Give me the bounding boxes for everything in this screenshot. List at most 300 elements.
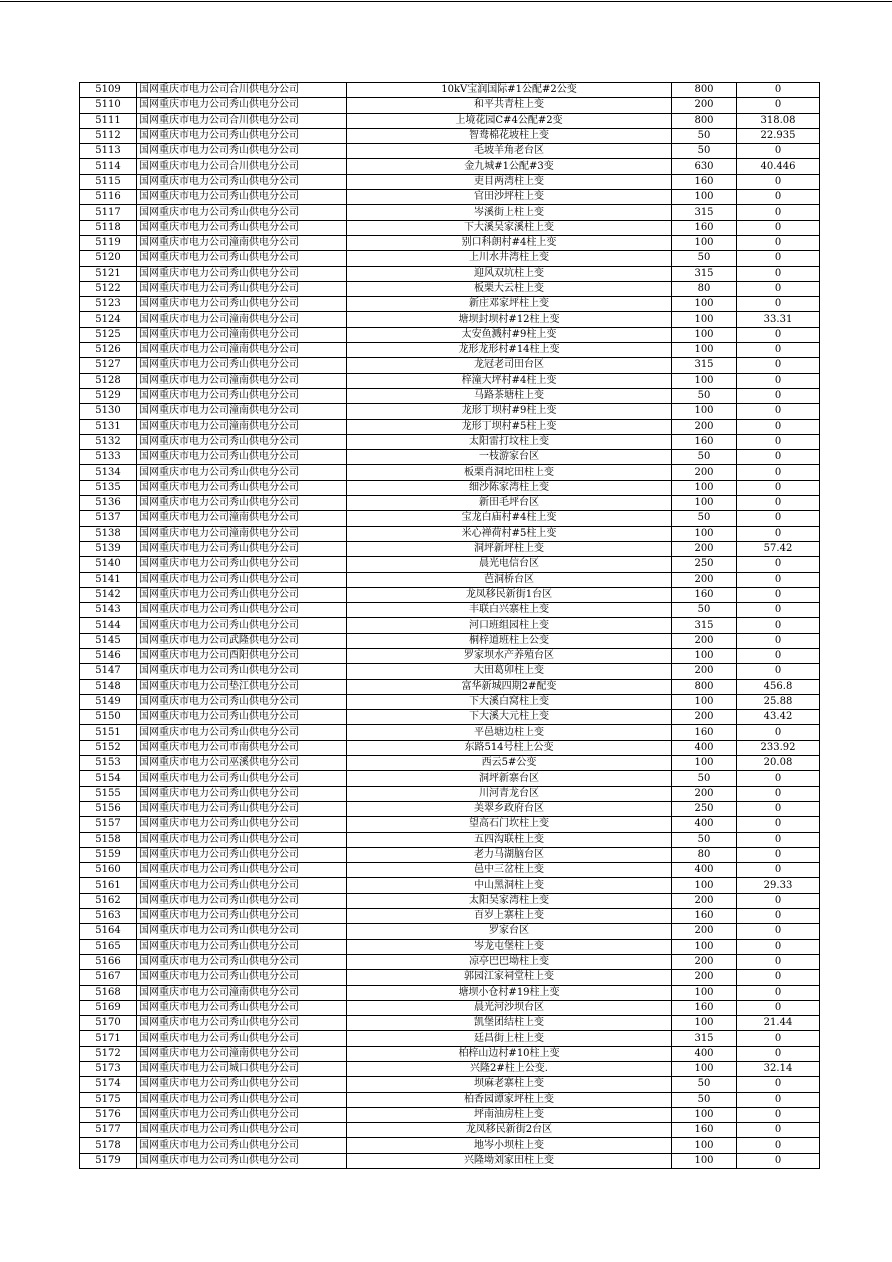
transformer-name-cell: 官田沙坪柱上变 <box>347 190 672 205</box>
row-id-cell: 5125 <box>80 327 137 342</box>
transformer-name-cell: 洞坪新坪柱上变 <box>347 541 672 556</box>
capacity-cell: 200 <box>672 786 737 801</box>
row-id-cell: 5178 <box>80 1138 137 1153</box>
company-cell: 国网重庆市电力公司秀山供电分公司 <box>137 801 347 816</box>
value-cell: 0 <box>737 465 820 480</box>
capacity-cell: 160 <box>672 434 737 449</box>
page-top-rule <box>0 1 892 2</box>
capacity-cell: 100 <box>672 312 737 327</box>
value-cell: 20.08 <box>737 756 820 771</box>
transformer-name-cell: 迎风双坑柱上变 <box>347 266 672 281</box>
capacity-cell: 800 <box>672 679 737 694</box>
capacity-cell: 315 <box>672 618 737 633</box>
table-row <box>80 740 820 755</box>
transformer-name-cell: 老力马湖脑台区 <box>347 847 672 862</box>
row-id-cell: 5115 <box>80 174 137 189</box>
table-row <box>80 1153 820 1168</box>
transformer-name-cell: 邑中三岔柱上变 <box>347 863 672 878</box>
row-id-cell: 5136 <box>80 496 137 511</box>
capacity-cell: 100 <box>672 648 737 663</box>
capacity-cell: 100 <box>672 1016 737 1031</box>
row-id-cell: 5160 <box>80 863 137 878</box>
capacity-cell: 100 <box>672 694 737 709</box>
value-cell: 0 <box>737 832 820 847</box>
value-cell: 0 <box>737 801 820 816</box>
table-row <box>80 1138 820 1153</box>
table-row <box>80 174 820 189</box>
value-cell: 0 <box>737 847 820 862</box>
row-id-cell: 5131 <box>80 419 137 434</box>
row-id-cell: 5118 <box>80 220 137 235</box>
table-row <box>80 572 820 587</box>
table-row <box>80 144 820 159</box>
table-row <box>80 954 820 969</box>
value-cell: 21.44 <box>737 1016 820 1031</box>
table-row <box>80 756 820 771</box>
value-cell: 0 <box>737 970 820 985</box>
value-cell: 22.935 <box>737 128 820 143</box>
capacity-cell: 160 <box>672 220 737 235</box>
company-cell: 国网重庆市电力公司潼南供电分公司 <box>137 1046 347 1061</box>
transformer-name-cell: 晨光河沙坝台区 <box>347 1000 672 1015</box>
row-id-cell: 5112 <box>80 128 137 143</box>
transformer-name-cell: 凉亭巴巴坳柱上变 <box>347 954 672 969</box>
row-id-cell: 5153 <box>80 756 137 771</box>
transformer-name-cell: 龙冠老司田台区 <box>347 358 672 373</box>
capacity-cell: 400 <box>672 863 737 878</box>
transformer-name-cell: 西云5#公变 <box>347 756 672 771</box>
value-cell: 0 <box>737 1031 820 1046</box>
company-cell: 国网重庆市电力公司城口供电分公司 <box>137 1062 347 1077</box>
company-cell: 国网重庆市电力公司秀山供电分公司 <box>137 128 347 143</box>
transformer-name-cell: 洞坪新寨台区 <box>347 771 672 786</box>
capacity-cell: 100 <box>672 297 737 312</box>
transformer-name-cell: 板栗大云柱上变 <box>347 281 672 296</box>
row-id-cell: 5162 <box>80 893 137 908</box>
table-row <box>80 786 820 801</box>
transformer-name-cell: 上境花园C#4公配#2变 <box>347 113 672 128</box>
table-row <box>80 434 820 449</box>
company-cell: 国网重庆市电力公司秀山供电分公司 <box>137 603 347 618</box>
capacity-cell: 100 <box>672 985 737 1000</box>
company-cell: 国网重庆市电力公司潼南供电分公司 <box>137 511 347 526</box>
table-row <box>80 480 820 495</box>
transformer-name-cell: 罗家坝水产养殖台区 <box>347 648 672 663</box>
row-id-cell: 5129 <box>80 388 137 403</box>
value-cell: 0 <box>737 664 820 679</box>
company-cell: 国网重庆市电力公司秀山供电分公司 <box>137 1138 347 1153</box>
company-cell: 国网重庆市电力公司秀山供电分公司 <box>137 939 347 954</box>
row-id-cell: 5137 <box>80 511 137 526</box>
table-row <box>80 388 820 403</box>
row-id-cell: 5111 <box>80 113 137 128</box>
table-row <box>80 465 820 480</box>
transformer-name-cell: 凯堡团结柱上变 <box>347 1016 672 1031</box>
row-id-cell: 5177 <box>80 1123 137 1138</box>
company-cell: 国网重庆市电力公司秀山供电分公司 <box>137 297 347 312</box>
capacity-cell: 200 <box>672 970 737 985</box>
row-id-cell: 5134 <box>80 465 137 480</box>
company-cell: 国网重庆市电力公司秀山供电分公司 <box>137 1077 347 1092</box>
table-row <box>80 893 820 908</box>
capacity-cell: 50 <box>672 450 737 465</box>
company-cell: 国网重庆市电力公司秀山供电分公司 <box>137 893 347 908</box>
transformer-name-cell: 太阳雷打坟柱上变 <box>347 434 672 449</box>
company-cell: 国网重庆市电力公司秀山供电分公司 <box>137 496 347 511</box>
company-cell: 国网重庆市电力公司秀山供电分公司 <box>137 909 347 924</box>
company-cell: 国网重庆市电力公司潼南供电分公司 <box>137 373 347 388</box>
transformer-name-cell: 板栗肖洞坨田柱上变 <box>347 465 672 480</box>
capacity-cell: 315 <box>672 266 737 281</box>
capacity-cell: 630 <box>672 159 737 174</box>
capacity-cell: 100 <box>672 756 737 771</box>
table-row <box>80 587 820 602</box>
value-cell: 0 <box>737 648 820 663</box>
table-row <box>80 924 820 939</box>
company-cell: 国网重庆市电力公司秀山供电分公司 <box>137 618 347 633</box>
value-cell: 0 <box>737 235 820 250</box>
capacity-cell: 400 <box>672 740 737 755</box>
row-id-cell: 5165 <box>80 939 137 954</box>
table-row <box>80 817 820 832</box>
company-cell: 国网重庆市电力公司潼南供电分公司 <box>137 235 347 250</box>
transformer-name-cell: 智鸯棉花坡柱上变 <box>347 128 672 143</box>
company-cell: 国网重庆市电力公司秀山供电分公司 <box>137 205 347 220</box>
value-cell: 0 <box>737 985 820 1000</box>
row-id-cell: 5113 <box>80 144 137 159</box>
value-cell: 0 <box>737 603 820 618</box>
company-cell: 国网重庆市电力公司秀山供电分公司 <box>137 465 347 480</box>
value-cell: 0 <box>737 786 820 801</box>
capacity-cell: 50 <box>672 1077 737 1092</box>
company-cell: 国网重庆市电力公司秀山供电分公司 <box>137 190 347 205</box>
transformer-name-cell: 金九城#1公配#3变 <box>347 159 672 174</box>
transformer-name-cell: 梓潼大坪村#4柱上变 <box>347 373 672 388</box>
row-id-cell: 5146 <box>80 648 137 663</box>
table-row <box>80 235 820 250</box>
table-row <box>80 771 820 786</box>
company-cell: 国网重庆市电力公司垫江供电分公司 <box>137 679 347 694</box>
company-cell: 国网重庆市电力公司潼南供电分公司 <box>137 404 347 419</box>
transformer-name-cell: 美翠乡政府台区 <box>347 801 672 816</box>
value-cell: 0 <box>737 98 820 113</box>
capacity-cell: 100 <box>672 327 737 342</box>
company-cell: 国网重庆市电力公司秀山供电分公司 <box>137 1123 347 1138</box>
value-cell: 0 <box>737 924 820 939</box>
transformer-name-cell: 坝麻老寨柱上变 <box>347 1077 672 1092</box>
table-row <box>80 648 820 663</box>
row-id-cell: 5122 <box>80 281 137 296</box>
company-cell: 国网重庆市电力公司秀山供电分公司 <box>137 1031 347 1046</box>
company-cell: 国网重庆市电力公司秀山供电分公司 <box>137 388 347 403</box>
capacity-cell: 50 <box>672 144 737 159</box>
row-id-cell: 5126 <box>80 343 137 358</box>
transformer-name-cell: 下大溪大元柱上变 <box>347 710 672 725</box>
table-row <box>80 281 820 296</box>
company-cell: 国网重庆市电力公司秀山供电分公司 <box>137 174 347 189</box>
value-cell: 0 <box>737 526 820 541</box>
row-id-cell: 5140 <box>80 557 137 572</box>
value-cell: 0 <box>737 358 820 373</box>
row-id-cell: 5120 <box>80 251 137 266</box>
transformer-name-cell: 10kV宝润国际#1公配#2公变 <box>347 83 672 98</box>
row-id-cell: 5150 <box>80 710 137 725</box>
table-row <box>80 113 820 128</box>
capacity-cell: 160 <box>672 1000 737 1015</box>
transformer-name-cell: 地岑小坝柱上变 <box>347 1138 672 1153</box>
company-cell: 国网重庆市电力公司市南供电分公司 <box>137 740 347 755</box>
transformer-name-cell: 岑龙屯堡柱上变 <box>347 939 672 954</box>
row-id-cell: 5143 <box>80 603 137 618</box>
row-id-cell: 5135 <box>80 480 137 495</box>
capacity-cell: 50 <box>672 128 737 143</box>
row-id-cell: 5124 <box>80 312 137 327</box>
transformer-name-cell: 太安鱼溅村#9柱上变 <box>347 327 672 342</box>
value-cell: 0 <box>737 1046 820 1061</box>
table-row <box>80 511 820 526</box>
row-id-cell: 5114 <box>80 159 137 174</box>
row-id-cell: 5127 <box>80 358 137 373</box>
company-cell: 国网重庆市电力公司秀山供电分公司 <box>137 434 347 449</box>
row-id-cell: 5163 <box>80 909 137 924</box>
capacity-cell: 50 <box>672 1092 737 1107</box>
row-id-cell: 5117 <box>80 205 137 220</box>
transformer-name-cell: 米心禅荷村#5柱上变 <box>347 526 672 541</box>
capacity-cell: 50 <box>672 832 737 847</box>
company-cell: 国网重庆市电力公司秀山供电分公司 <box>137 771 347 786</box>
row-id-cell: 5158 <box>80 832 137 847</box>
value-cell: 0 <box>737 266 820 281</box>
table-body <box>80 83 820 1169</box>
table-row <box>80 557 820 572</box>
table-row <box>80 847 820 862</box>
company-cell: 国网重庆市电力公司秀山供电分公司 <box>137 832 347 847</box>
row-id-cell: 5174 <box>80 1077 137 1092</box>
row-id-cell: 5176 <box>80 1107 137 1122</box>
transformer-name-cell: 吏目两湾柱上变 <box>347 174 672 189</box>
capacity-cell: 200 <box>672 572 737 587</box>
table-row <box>80 939 820 954</box>
capacity-cell: 100 <box>672 190 737 205</box>
value-cell: 0 <box>737 1000 820 1015</box>
row-id-cell: 5142 <box>80 587 137 602</box>
value-cell: 0 <box>737 909 820 924</box>
row-id-cell: 5144 <box>80 618 137 633</box>
capacity-cell: 315 <box>672 358 737 373</box>
table-row <box>80 190 820 205</box>
capacity-cell: 50 <box>672 388 737 403</box>
transformer-table <box>79 82 820 1169</box>
transformer-name-cell: 一枝游家台区 <box>347 450 672 465</box>
capacity-cell: 100 <box>672 496 737 511</box>
transformer-name-cell: 柏梓山边村#10柱上变 <box>347 1046 672 1061</box>
table-row <box>80 878 820 893</box>
table-row <box>80 618 820 633</box>
company-cell: 国网重庆市电力公司潼南供电分公司 <box>137 312 347 327</box>
table-row <box>80 1107 820 1122</box>
capacity-cell: 100 <box>672 480 737 495</box>
row-id-cell: 5148 <box>80 679 137 694</box>
value-cell: 0 <box>737 572 820 587</box>
transformer-name-cell: 百岁上寨柱上变 <box>347 909 672 924</box>
table-row <box>80 1046 820 1061</box>
capacity-cell: 200 <box>672 924 737 939</box>
row-id-cell: 5145 <box>80 633 137 648</box>
transformer-name-cell: 新田毛坪台区 <box>347 496 672 511</box>
company-cell: 国网重庆市电力公司秀山供电分公司 <box>137 710 347 725</box>
table-row <box>80 419 820 434</box>
capacity-cell: 100 <box>672 526 737 541</box>
transformer-name-cell: 龙形龙形村#14柱上变 <box>347 343 672 358</box>
transformer-name-cell: 细沙陈家湾柱上变 <box>347 480 672 495</box>
value-cell: 0 <box>737 480 820 495</box>
capacity-cell: 160 <box>672 587 737 602</box>
company-cell: 国网重庆市电力公司秀山供电分公司 <box>137 144 347 159</box>
capacity-cell: 200 <box>672 954 737 969</box>
company-cell: 国网重庆市电力公司潼南供电分公司 <box>137 343 347 358</box>
company-cell: 国网重庆市电力公司秀山供电分公司 <box>137 694 347 709</box>
table-row <box>80 1031 820 1046</box>
transformer-name-cell: 川河青龙台区 <box>347 786 672 801</box>
transformer-name-cell: 柏香园谭家坪柱上变 <box>347 1092 672 1107</box>
company-cell: 国网重庆市电力公司秀山供电分公司 <box>137 541 347 556</box>
capacity-cell: 400 <box>672 817 737 832</box>
value-cell: 0 <box>737 343 820 358</box>
value-cell: 0 <box>737 725 820 740</box>
company-cell: 国网重庆市电力公司秀山供电分公司 <box>137 251 347 266</box>
table-row <box>80 633 820 648</box>
company-cell: 国网重庆市电力公司秀山供电分公司 <box>137 1000 347 1015</box>
row-id-cell: 5169 <box>80 1000 137 1015</box>
company-cell: 国网重庆市电力公司秀山供电分公司 <box>137 878 347 893</box>
company-cell: 国网重庆市电力公司秀山供电分公司 <box>137 970 347 985</box>
capacity-cell: 160 <box>672 174 737 189</box>
capacity-cell: 250 <box>672 801 737 816</box>
company-cell: 国网重庆市电力公司秀山供电分公司 <box>137 266 347 281</box>
row-id-cell: 5147 <box>80 664 137 679</box>
value-cell: 318.08 <box>737 113 820 128</box>
value-cell: 0 <box>737 633 820 648</box>
row-id-cell: 5179 <box>80 1153 137 1168</box>
company-cell: 国网重庆市电力公司秀山供电分公司 <box>137 847 347 862</box>
capacity-cell: 200 <box>672 893 737 908</box>
capacity-cell: 250 <box>672 557 737 572</box>
company-cell: 国网重庆市电力公司秀山供电分公司 <box>137 557 347 572</box>
table-row <box>80 496 820 511</box>
value-cell: 0 <box>737 220 820 235</box>
company-cell: 国网重庆市电力公司秀山供电分公司 <box>137 572 347 587</box>
transformer-name-cell: 和平共青柱上变 <box>347 98 672 113</box>
value-cell: 25.88 <box>737 694 820 709</box>
table-row <box>80 83 820 98</box>
value-cell: 0 <box>737 954 820 969</box>
value-cell: 0 <box>737 450 820 465</box>
company-cell: 国网重庆市电力公司秀山供电分公司 <box>137 725 347 740</box>
value-cell: 0 <box>737 587 820 602</box>
row-id-cell: 5171 <box>80 1031 137 1046</box>
company-cell: 国网重庆市电力公司秀山供电分公司 <box>137 98 347 113</box>
transformer-name-cell: 龙形丁坝村#5柱上变 <box>347 419 672 434</box>
row-id-cell: 5141 <box>80 572 137 587</box>
capacity-cell: 200 <box>672 98 737 113</box>
capacity-cell: 200 <box>672 465 737 480</box>
capacity-cell: 80 <box>672 281 737 296</box>
row-id-cell: 5172 <box>80 1046 137 1061</box>
value-cell: 29.33 <box>737 878 820 893</box>
table-row <box>80 159 820 174</box>
row-id-cell: 5110 <box>80 98 137 113</box>
table-row <box>80 970 820 985</box>
company-cell: 国网重庆市电力公司秀山供电分公司 <box>137 450 347 465</box>
value-cell: 0 <box>737 557 820 572</box>
company-cell: 国网重庆市电力公司合川供电分公司 <box>137 159 347 174</box>
value-cell: 0 <box>737 496 820 511</box>
table-row <box>80 909 820 924</box>
row-id-cell: 5109 <box>80 83 137 98</box>
table-row <box>80 450 820 465</box>
row-id-cell: 5173 <box>80 1062 137 1077</box>
value-cell: 0 <box>737 419 820 434</box>
transformer-name-cell: 富华新城四期2#配变 <box>347 679 672 694</box>
row-id-cell: 5168 <box>80 985 137 1000</box>
transformer-name-cell: 晨光电信台区 <box>347 557 672 572</box>
table-row <box>80 526 820 541</box>
value-cell: 0 <box>737 863 820 878</box>
capacity-cell: 160 <box>672 725 737 740</box>
table-row <box>80 694 820 709</box>
transformer-name-cell: 坪南油房柱上变 <box>347 1107 672 1122</box>
transformer-name-cell: 别口科朗村#4柱上变 <box>347 235 672 250</box>
transformer-name-cell: 罗家台区 <box>347 924 672 939</box>
transformer-name-cell: 河口班组园柱上变 <box>347 618 672 633</box>
company-cell: 国网重庆市电力公司秀山供电分公司 <box>137 480 347 495</box>
table-row <box>80 98 820 113</box>
value-cell: 456.8 <box>737 679 820 694</box>
transformer-name-cell: 桐梓道班柱上公变 <box>347 633 672 648</box>
value-cell: 43.42 <box>737 710 820 725</box>
row-id-cell: 5123 <box>80 297 137 312</box>
value-cell: 32.14 <box>737 1062 820 1077</box>
capacity-cell: 50 <box>672 511 737 526</box>
company-cell: 国网重庆市电力公司秀山供电分公司 <box>137 1016 347 1031</box>
company-cell: 国网重庆市电力公司武隆供电分公司 <box>137 633 347 648</box>
capacity-cell: 160 <box>672 1123 737 1138</box>
table-row <box>80 1123 820 1138</box>
table-row <box>80 1062 820 1077</box>
transformer-name-cell: 毛坡羊角老台区 <box>347 144 672 159</box>
transformer-name-cell: 平邑塘边柱上变 <box>347 725 672 740</box>
transformer-name-cell: 东路514号柱上公变 <box>347 740 672 755</box>
value-cell: 0 <box>737 771 820 786</box>
table-row <box>80 1016 820 1031</box>
capacity-cell: 100 <box>672 1107 737 1122</box>
value-cell: 233.92 <box>737 740 820 755</box>
row-id-cell: 5156 <box>80 801 137 816</box>
value-cell: 0 <box>737 174 820 189</box>
value-cell: 33.31 <box>737 312 820 327</box>
capacity-cell: 400 <box>672 1046 737 1061</box>
row-id-cell: 5164 <box>80 924 137 939</box>
row-id-cell: 5130 <box>80 404 137 419</box>
table-row <box>80 1077 820 1092</box>
row-id-cell: 5139 <box>80 541 137 556</box>
row-id-cell: 5157 <box>80 817 137 832</box>
table-row <box>80 710 820 725</box>
transformer-name-cell: 太阳吴家湾柱上变 <box>347 893 672 908</box>
value-cell: 0 <box>737 511 820 526</box>
value-cell: 0 <box>737 618 820 633</box>
table-row <box>80 664 820 679</box>
